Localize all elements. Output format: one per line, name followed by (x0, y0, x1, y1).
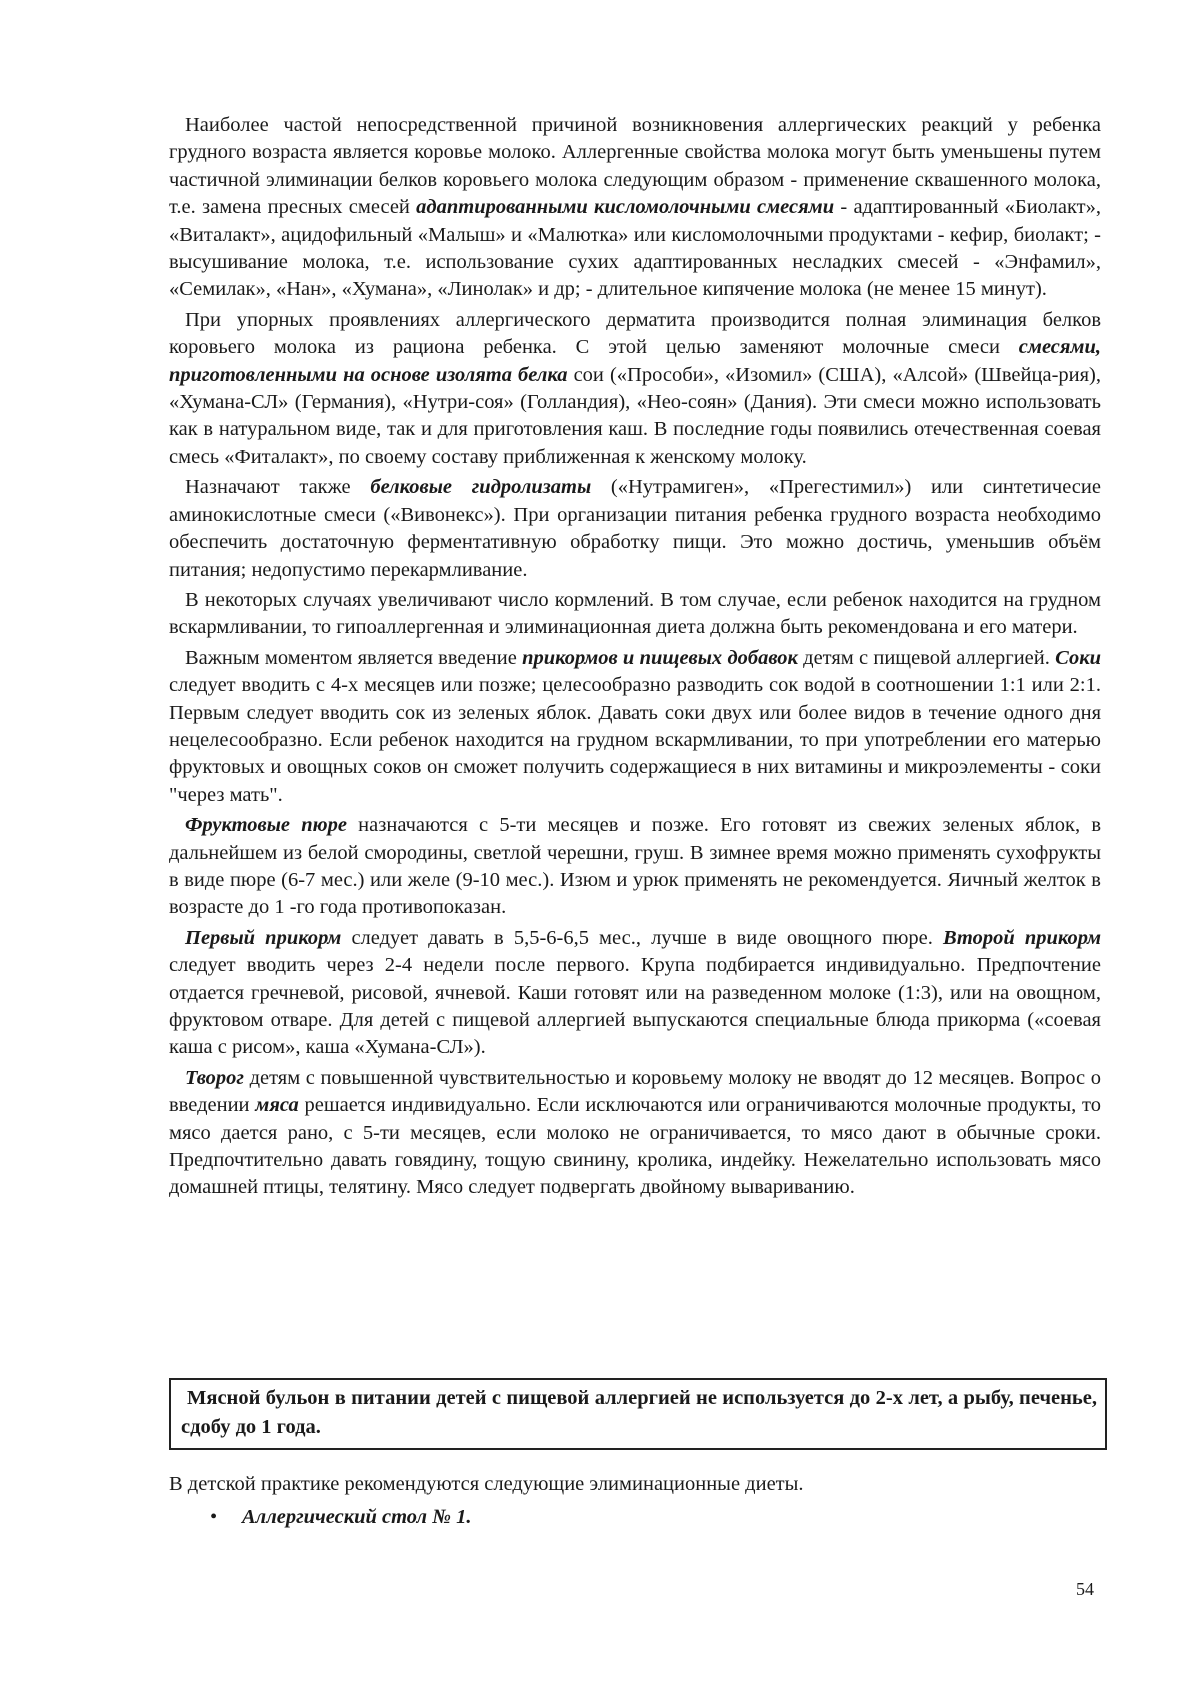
paragraph-text: детям с повышенной чувствительностью и коровьему молоку не вводят до 12 месяцев. Вопрос о введении (169, 1066, 1101, 1117)
paragraph (169, 112, 1101, 304)
paragraph (169, 1065, 1101, 1202)
paragraph (169, 474, 1101, 584)
diets-section (169, 1471, 1101, 1531)
emphasized-term: смесями, приготовленными на основе изолята белка (169, 336, 1101, 386)
document-body (169, 112, 1101, 1205)
bullet-icon: • (210, 1506, 218, 1528)
emphasized-term: белковые гидролизаты (370, 476, 592, 499)
diets-intro: В детской практике рекомендуются следующие элиминационные диеты. (169, 1473, 804, 1495)
paragraph (169, 307, 1101, 471)
diet-item-label: Аллергический стол № 1. (242, 1506, 472, 1528)
paragraph-text: Наиболее частой непосредственной причиной возникновения аллергических реакций у ребенка грудного возраста является коровье молоко. Аллергенные свойства молока могут быть уменьшены путем частичной элиминации белков коровьего молока следующим образом - применение сквашенного молока, т.е. замена пресных смесей (169, 114, 1101, 219)
paragraph (169, 587, 1101, 642)
emphasized-term: адаптированными кисломолочными смесями (416, 196, 835, 219)
paragraph-text: При упорных проявлениях аллергического дерматита производится полная элиминация белков коровьего молока из рациона ребенка. С этой целью заменяют молочные смеси (169, 308, 1101, 359)
paragraph-text: следует вводить через 2-4 недели после первого. Крупа подбирается индивидуально. Предпочтение отдается гречневой, рисовой, ячневой. Каши готовят или на разведенном молоке (1:3), или на овощном, фруктовом отваре. Для детей с пищевой аллергией выпускаются специальные блюда прикорма («соевая каша с рисом», каша «Хумана-СЛ»). (169, 954, 1101, 1059)
page-number: 54 (1076, 1579, 1094, 1599)
paragraph (169, 812, 1101, 922)
emphasized-term: Второй прикорм (942, 926, 1102, 949)
paragraph-text: решается индивидуально. Если исключаются или ограничиваются молочные продукты, то мясо дается рано, с 5-ти месяцев, если молоко не ограничивается, то мясо дают в обычные сроки. Предпочтительно давать говядину, тощую свинину, кролика, индейку. Нежелательно использовать мясо домашней птицы, телятину. Мясо следует подвергать двойному вывариванию. (169, 1094, 1101, 1199)
paragraph-text: следует давать в 5,5-6-6,5 мес., лучше в виде овощного пюре. (341, 926, 943, 949)
paragraph (169, 925, 1101, 1062)
paragraph-text: - адаптированный «Биолакт», «Виталакт», ацидофильный «Малыш» и «Малютка» или кисломолочными продуктами - кефир, биолакт; - высушивание молока, т.е. использование сухих адаптированных несладких смесей - «Энфамил», «Семилак», «Нан», «Хумана», «Линолак» и др; - длительное кипячение молока (не менее 15 минут). (169, 196, 1101, 301)
paragraph-text: («Нутрамиген», «Прегестимил») или синтетичесие аминокислотные смеси («Вивонекс»). При организации питания ребенка грудного возраста необходимо обеспечить достаточную ферментативную обработку пищи. Это можно достичь, уменьшив объём питания; недопустимо перекармливание. (169, 476, 1101, 581)
emphasized-term: прикормов и пищевых добавок (522, 646, 798, 669)
paragraph-text: Назначают также (185, 476, 371, 499)
emphasized-term: мяса (255, 1094, 299, 1117)
paragraph-text: Важным моментом является введение (185, 646, 523, 669)
emphasized-term: Творог (185, 1066, 244, 1089)
notice-box (169, 1378, 1107, 1450)
diet-item (169, 1504, 1101, 1531)
paragraph-text: назначаются с 5-ти месяцев и позже. Его готовят из свежих зеленых яблок, в дальнейшем из белой смородины, светлой черешни, груш. В зимнее время можно применять сухофрукты в виде пюре (6-7 мес.) или желе (9-10 мес.). Изюм и урюк применять не рекомендуется. Яичный желток в возрасте до 1 -го года противопоказан. (169, 814, 1101, 919)
emphasized-term: Фруктовые пюре (185, 814, 347, 837)
paragraph-text: В некоторых случаях увеличивают число кормлений. В том случае, если ребенок находится на грудном вскармливании, то гипоаллергенная и элиминационная диета должна быть рекомендована и его матери. (169, 588, 1101, 639)
diets-list (169, 1504, 1101, 1531)
emphasized-term: Соки (1055, 646, 1101, 669)
emphasized-term: Первый прикорм (185, 926, 342, 949)
paragraph-text: детям с пищевой аллергией. (797, 646, 1056, 669)
notice-text: Мясной бульон в питании детей с пищевой аллергией не используется до 2-х лет, а рыбу, печенье, сдобу до 1 года. (181, 1387, 1097, 1438)
paragraph-text: следует вводить с 4-х месяцев или позже; целесообразно разводить сок водой в соотношении 1:1 или 2:1. Первым следует вводить сок из зеленых яблок. Давать соки двух или более видов в течение одного дня нецелесообразно. Если ребенок находится на грудном вскармливании, то при употреблении его матерью фруктовых и овощных соков он сможет получить содержащиеся в них витамины и микроэлементы - соки "через мать". (169, 674, 1101, 806)
paragraph (169, 645, 1101, 809)
paragraph-text: сои («Прособи», «Изомил» (США), «Алсой» (Швейца-рия), «Хумана-СЛ» (Германия), «Нутри-соя» (Голландия), «Нео-соян» (Дания). Эти смеси можно использовать как в натуральном виде, так и для приготовления каш. В последние годы появились отечественная соевая смесь «Фиталакт», по своему составу приближенная к женскому молоку. (169, 363, 1101, 468)
